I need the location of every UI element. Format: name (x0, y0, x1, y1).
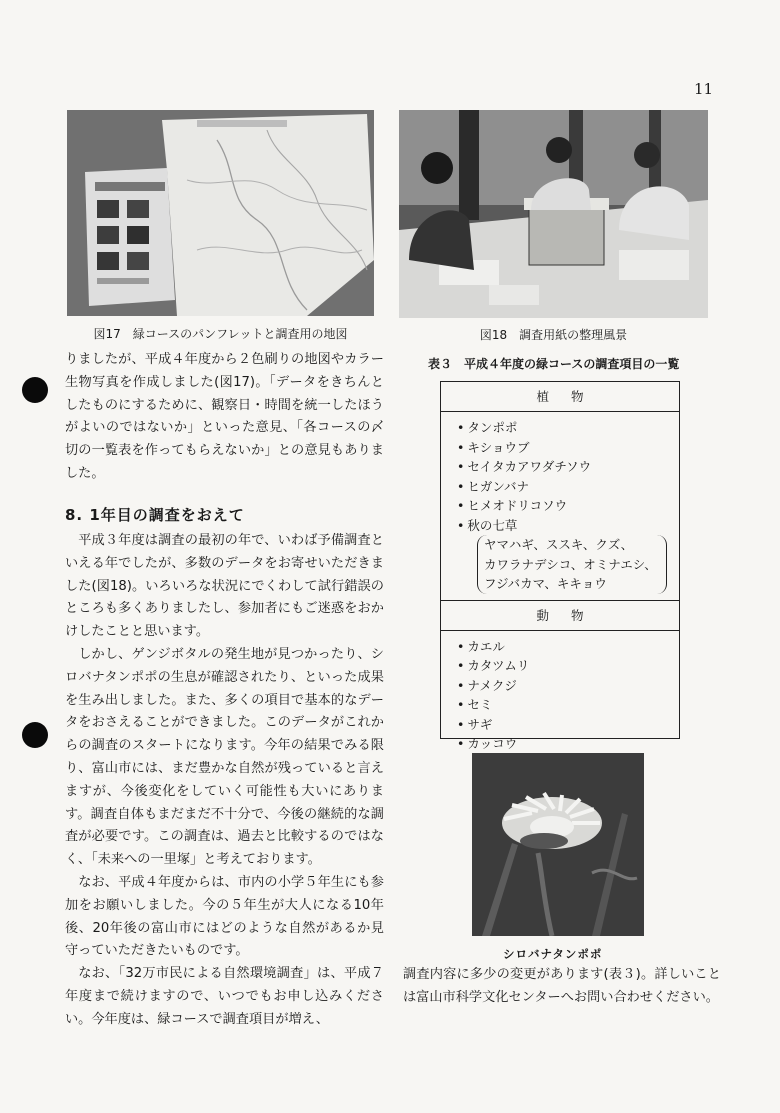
list-item: • タンポポ (457, 418, 679, 438)
list-item: • カッコウ (457, 734, 679, 754)
list-item: • セイタカアワダチソウ (457, 457, 679, 477)
section-heading: 8. 1年目の調査をおえて (65, 506, 245, 524)
binder-hole-top (22, 377, 48, 403)
table3-title: 表３ 平成４年度の緑コースの調査項目の一覧 (428, 357, 680, 371)
left-column-intro (65, 349, 384, 486)
white-dandelion-illustration (472, 753, 644, 936)
figure17-photo (67, 110, 374, 316)
dandelion-caption: シロバナタンポポ (503, 947, 603, 961)
animals-list (441, 631, 679, 754)
autumn-herbs-line: カワラナデシコ、オミナエシ、 (484, 556, 657, 572)
paragraph-3: なお、平成４年度からは、市内の小学５年生にも参加をお願いしました。今の５年生が大人になる10年後、20年後の富山市にはどのような自然があるか見守っていただきたいものです。 (65, 874, 384, 959)
list-item: • ナメクジ (457, 676, 679, 696)
figure17-caption: 図17 緑コースのパンフレットと調査用の地図 (93, 327, 348, 341)
paragraph-4: なお、「32万市民による自然環境調査」は、平成７年度まで続けますので、いつでもお申し込みください。今年度は、緑コースで調査項目が増え、 (65, 966, 384, 1027)
left-column-body (65, 530, 384, 1032)
right-paragraph: 調査内容に多少の変更があります(表３)。詳しいことは富山市科学文化センターへお問い合わせください。 (403, 967, 721, 1005)
dandelion-photo (472, 753, 644, 936)
binder-hole-bottom (22, 722, 48, 748)
list-item: • サギ (457, 715, 679, 735)
autumn-herbs-line: ヤマハギ、ススキ、クズ、 (484, 537, 634, 552)
list-item: • 秋の七草 (457, 516, 679, 536)
list-item: • セミ (457, 695, 679, 715)
right-column-body (403, 964, 721, 1010)
list-item: • カエル (457, 637, 679, 657)
survey-items-table (440, 381, 680, 751)
plants-header: 植物 (441, 382, 679, 412)
intro-paragraph: りましたが、平成４年度から２色刷りの地図やカラー生物写真を作成しました(図17)。「データをきちんとしたものにするために、観察日・時間を統一したほうがよいのではないか」といった意見、「各コースの〆切の一覧表を作ってもらえないか」との意見もありました。 (65, 352, 384, 481)
autumn-herbs-line: フジバカマ、キキョウ (484, 576, 607, 591)
figure18-caption: 図18 調査用紙の整理風景 (479, 328, 628, 342)
list-item: • カタツムリ (457, 656, 679, 676)
animals-header: 動物 (441, 600, 679, 631)
paragraph-2: しかし、ゲンジボタルの発生地が見つかったり、シロバナタンポポの生息が確認されたり、といった成果を生み出しました。また、多くの項目で基本的なデータをおさえることができました。このデータがこれからの調査のスタートになります。今年の結果でみる限り、富山市には、まだ豊かな自然が残っていると言えますが、今後変化をしていく可能性も大いにあります。調査自体もまだまだ不十分で、今後の継続的な調査が必要です。この調査は、過去と比較するのではなく、「未来への一里塚」と考えております。 (65, 646, 384, 868)
paragraph-1: 平成３年度は調査の最初の年で、いわば予備調査といえる年でしたが、多数のデータをお寄せいただきました(図18)。いろいろな状況にでくわして試行錯誤のところも多くありましたし、参加者にもご迷惑をおかけしたことと思います。 (65, 533, 384, 640)
sorting-scene-illustration (399, 110, 708, 318)
page-number: 11 (694, 80, 714, 98)
autumn-herbs-group (477, 535, 667, 594)
list-item: • ヒメオドリコソウ (457, 496, 679, 516)
figure18-photo (399, 110, 708, 318)
list-item: • キショウブ (457, 438, 679, 458)
map-and-pamphlet-illustration (67, 110, 374, 316)
plants-list (441, 412, 679, 535)
list-item: • ヒガンバナ (457, 477, 679, 497)
